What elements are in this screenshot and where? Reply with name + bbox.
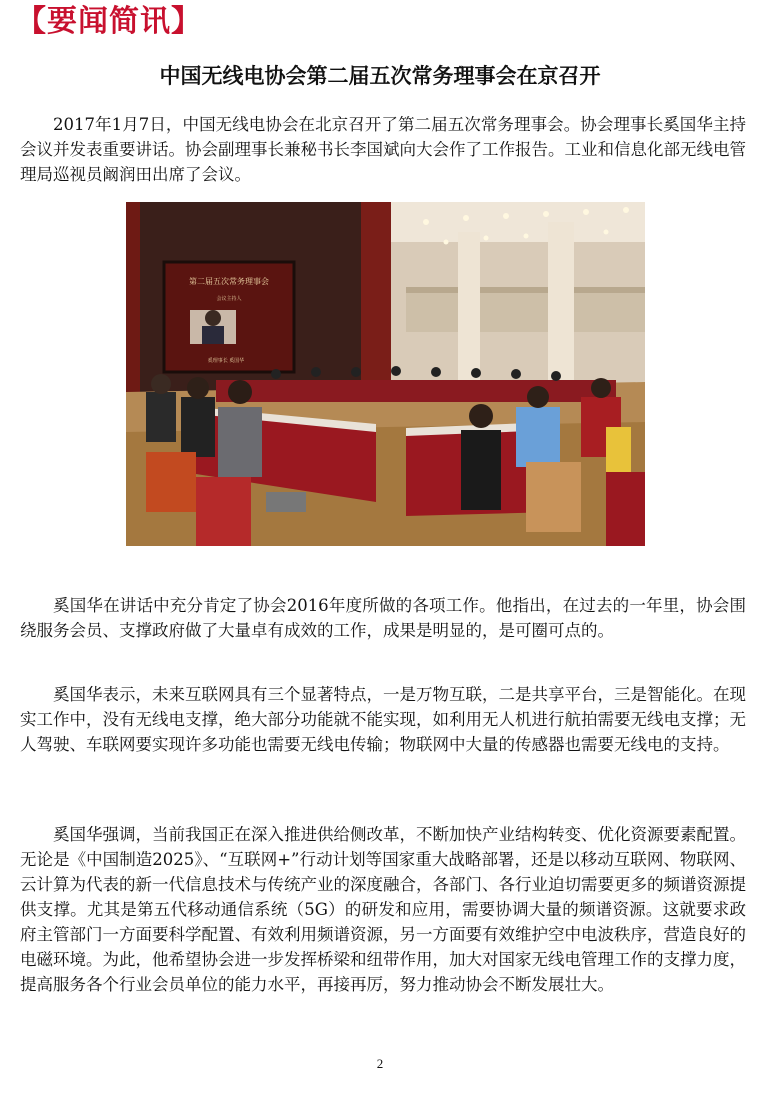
- paragraph-internet-features: 奚国华表示，未来互联网具有三个显著特点，一是万物互联，二是共享平台，三是智能化。在现实工作中，没有无线电支撑，绝大部分功能就不能实现，如利用无人机进行航拍需要无线电支撑；无人驾驶、车联网要实现许多功能也需要无线电传输；物联网中大量的传感器也需要无线电的支持。: [20, 685, 746, 754]
- article-headline: 中国无线电协会第二届五次常务理事会在京召开: [159, 63, 601, 88]
- paragraph-intro: 2017年1月7日，中国无线电协会在北京召开了第二届五次常务理事会。协会理事长奚国华主持会议并发表重要讲话。协会副理事长兼秘书长李国斌向大会作了工作报告。工业和信息化部无线电管理局巡视员阚润田出席了会议。: [20, 115, 746, 184]
- screen-subtitle: 会议主持人: [216, 296, 242, 302]
- screen-title: 第二届五次常务理事会: [189, 277, 269, 286]
- page-number: 2: [376, 1056, 384, 1071]
- meeting-photo: [126, 202, 645, 546]
- screen-caption: 奚理事长 奚国华: [207, 358, 245, 364]
- section-tag: 【要闻简讯】: [16, 4, 202, 39]
- meeting-photo-illustration: [126, 202, 645, 546]
- paragraph-affirmation: 奚国华在讲话中充分肯定了协会2016年度所做的各项工作。他指出，在过去的一年里，协会围绕服务会员、支撑政府做了大量卓有成效的工作，成果是明显的，是可圈可点的。: [20, 596, 746, 640]
- paragraph-emphasis: 奚国华强调，当前我国正在深入推进供给侧改革，不断加快产业结构转变、优化资源要素配置。无论是《中国制造2025》、“互联网+”行动计划等国家重大战略部署，还是以移动互联网、物联网、云计算为代表的新一代信息技术与传统产业的深度融合，各部门、各行业迫切需要更多的频谱资源提供支撑。尤其是第五代移动通信系统（5G）的研发和应用，需要协调大量的频谱资源。这就要求政府主管部门一方面要科学配置、有效利用频谱资源，另一方面要有效维护空中电波秩序，营造良好的电磁环境。为此，他希望协会进一步发挥桥梁和纽带作用，加大对国家无线电管理工作的支撑力度，提高服务各个行业会员单位的能力水平，再接再厉，努力推动协会不断发展壮大。: [20, 825, 746, 994]
